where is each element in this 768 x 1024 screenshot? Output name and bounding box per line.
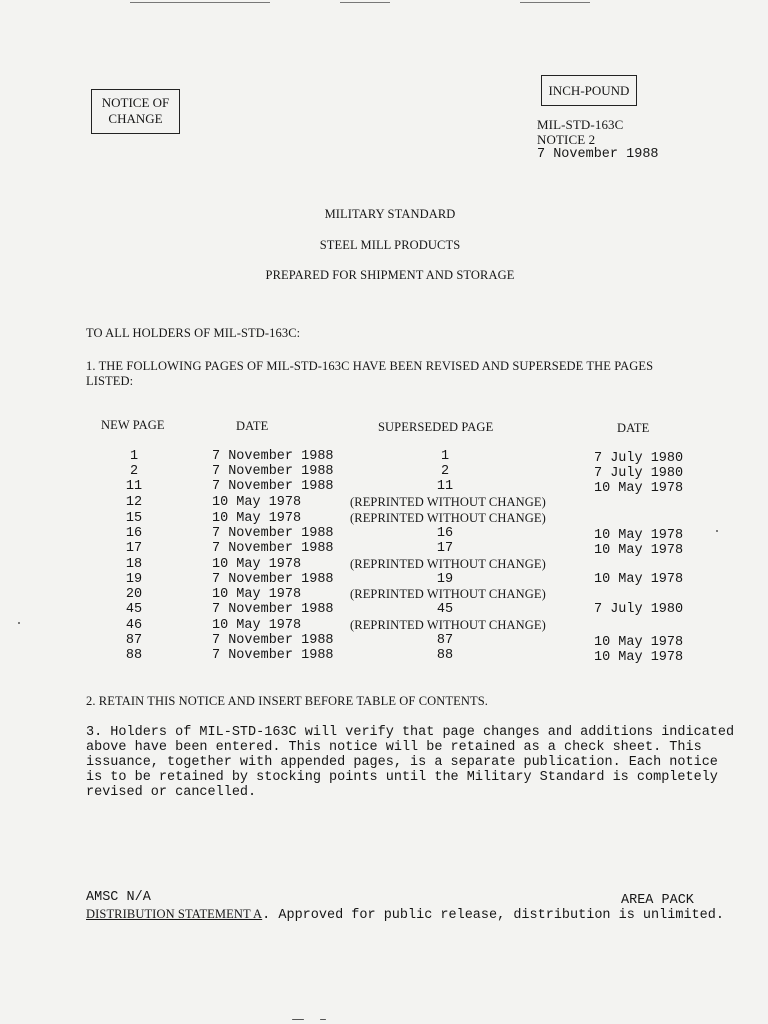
cell-superseded-page: (REPRINTED WITHOUT CHANGE)	[350, 587, 546, 601]
cell-superseded-date: 10 May 1978	[594, 572, 684, 587]
cell-superseded-page: (REPRINTED WITHOUT CHANGE)	[350, 618, 546, 632]
cell-new-page: 88	[125, 648, 143, 663]
col-header-new-page: NEW PAGE	[101, 418, 165, 432]
salutation: TO ALL HOLDERS OF MIL-STD-163C:	[86, 326, 301, 340]
cell-superseded-date: 10 May 1978	[594, 528, 684, 543]
cell-superseded-date: 10 May 1978	[594, 543, 684, 558]
inch-pound-label: INCH-POUND	[548, 83, 630, 98]
table-row	[0, 618, 768, 633]
scan-speck	[292, 1019, 304, 1020]
item-3-line-4: is to be retained by stocking points until the Military Standard is completely	[86, 770, 718, 785]
cell-superseded-page: 2	[440, 464, 450, 479]
item-3-line-5: revised or cancelled.	[86, 785, 257, 800]
col-header-date: DATE	[236, 419, 269, 433]
cell-date: 7 November 1988	[212, 479, 334, 494]
cell-date: 7 November 1988	[212, 464, 334, 479]
notice-date: 7 November 1988	[537, 147, 659, 162]
cell-date: 7 November 1988	[212, 633, 334, 648]
cell-superseded-page: 19	[436, 572, 454, 587]
cell-date: 7 November 1988	[212, 572, 334, 587]
cell-superseded-page: 11	[436, 479, 454, 494]
table-row	[0, 633, 768, 648]
table-row	[0, 526, 768, 541]
table-row	[0, 495, 768, 510]
distribution-statement	[86, 907, 724, 923]
cell-date: 10 May 1978	[212, 587, 302, 602]
area-code: AREA PACK	[621, 893, 694, 908]
inch-pound-box	[541, 75, 637, 106]
cell-superseded-page: 1	[440, 449, 450, 464]
col-header-superseded-page: SUPERSEDED PAGE	[378, 420, 494, 434]
cell-superseded-page: 45	[436, 602, 454, 617]
table-row	[0, 464, 768, 479]
table-row	[0, 648, 768, 663]
cell-new-page: 87	[125, 633, 143, 648]
cell-superseded-page: (REPRINTED WITHOUT CHANGE)	[350, 495, 546, 509]
table-row	[0, 541, 768, 556]
cell-new-page: 18	[125, 557, 143, 572]
cell-date: 10 May 1978	[212, 511, 302, 526]
cell-new-page: 16	[125, 526, 143, 541]
cell-date: 7 November 1988	[212, 449, 334, 464]
cell-superseded-date: 7 July 1980	[594, 466, 684, 481]
notice-box-line-1: NOTICE OF	[101, 95, 170, 110]
col-header-superseded-date: DATE	[617, 421, 650, 435]
notice-box-line-2: CHANGE	[108, 111, 163, 126]
cell-superseded-date: 7 July 1980	[594, 451, 684, 466]
item-3-line-1: 3. Holders of MIL-STD-163C will verify that page changes and additions indicated	[86, 725, 735, 740]
title-steel-mill-products: STEEL MILL PRODUCTS	[319, 238, 461, 252]
cell-superseded-page: (REPRINTED WITHOUT CHANGE)	[350, 511, 546, 525]
cell-new-page: 17	[125, 541, 143, 556]
cell-new-page: 12	[125, 495, 143, 510]
cell-new-page: 46	[125, 618, 143, 633]
cell-date: 7 November 1988	[212, 602, 334, 617]
table-row	[0, 557, 768, 572]
cell-new-page: 15	[125, 511, 143, 526]
table-row	[0, 511, 768, 526]
cell-new-page: 20	[125, 587, 143, 602]
item-1-line-1: 1. THE FOLLOWING PAGES OF MIL-STD-163C HAVE BEEN REVISED AND SUPERSEDE THE PAGES	[86, 359, 654, 373]
cell-superseded-page: (REPRINTED WITHOUT CHANGE)	[350, 557, 546, 571]
cell-superseded-date: 7 July 1980	[594, 602, 684, 617]
distribution-statement-label: DISTRIBUTION STATEMENT A	[86, 907, 263, 921]
table-row	[0, 587, 768, 602]
cell-superseded-date: 10 May 1978	[594, 650, 684, 665]
cell-date: 7 November 1988	[212, 541, 334, 556]
cell-new-page: 45	[125, 602, 143, 617]
notice-of-change-box	[91, 89, 180, 134]
title-military-standard: MILITARY STANDARD	[324, 207, 456, 221]
table-row	[0, 602, 768, 617]
table-row	[0, 572, 768, 587]
distribution-statement-text: . Approved for public release, distribution is unlimited.	[262, 908, 724, 923]
item-3-line-3: issuance, together with appended pages, is a separate publication. Each notice	[86, 755, 718, 770]
scan-speck	[320, 1019, 326, 1020]
item-2: 2. RETAIN THIS NOTICE AND INSERT BEFORE TABLE OF CONTENTS.	[86, 694, 489, 708]
cell-new-page: 2	[129, 464, 139, 479]
scan-artifact-line	[520, 2, 590, 3]
scan-artifact-line	[130, 2, 270, 3]
cell-superseded-page: 87	[436, 633, 454, 648]
cell-superseded-date: 10 May 1978	[594, 635, 684, 650]
table-row	[0, 449, 768, 464]
cell-date: 10 May 1978	[212, 495, 302, 510]
cell-superseded-date: 10 May 1978	[594, 481, 684, 496]
amsc-code: AMSC N/A	[86, 890, 151, 905]
cell-new-page: 11	[125, 479, 143, 494]
cell-new-page: 1	[129, 449, 139, 464]
title-prepared-for-shipment: PREPARED FOR SHIPMENT AND STORAGE	[265, 268, 515, 282]
cell-date: 7 November 1988	[212, 526, 334, 541]
cell-superseded-page: 17	[436, 541, 454, 556]
cell-new-page: 19	[125, 572, 143, 587]
notice-number: NOTICE 2	[537, 132, 596, 147]
cell-superseded-page: 16	[436, 526, 454, 541]
cell-superseded-page: 88	[436, 648, 454, 663]
item-3-line-2: above have been entered. This notice will be retained as a check sheet. This	[86, 740, 702, 755]
item-1-line-2: LISTED:	[86, 374, 134, 388]
table-row	[0, 479, 768, 494]
document-id: MIL-STD-163C	[537, 117, 624, 132]
scan-artifact-line	[340, 2, 390, 3]
cell-date: 7 November 1988	[212, 648, 334, 663]
cell-date: 10 May 1978	[212, 557, 302, 572]
cell-date: 10 May 1978	[212, 618, 302, 633]
